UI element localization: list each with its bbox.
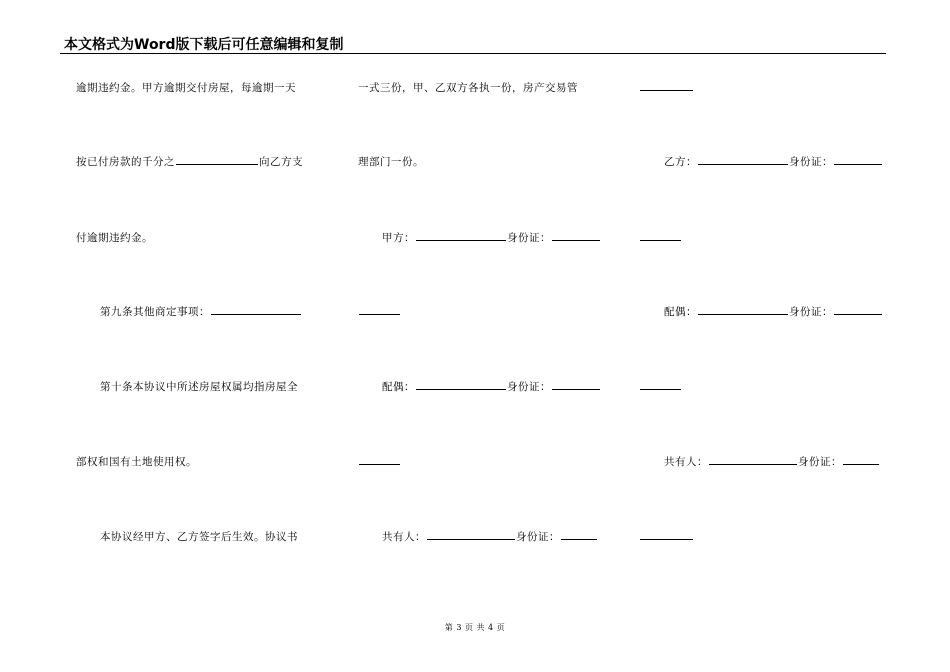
party-a-co-owner-id-label: 身份证： (516, 531, 560, 543)
party-b-spouse-name-blank (698, 304, 788, 315)
right-blank-line-1 (639, 80, 694, 94)
party-b-id-blank (834, 154, 882, 165)
document-header-title: 本文格式为Word版下载后可任意编辑和复制 (64, 37, 344, 53)
party-a-spouse-label: 配偶： (382, 381, 415, 393)
page-footer: 第 3 页 共 4 页 (444, 623, 506, 632)
party-b-spouse-id-label: 身份证： (789, 306, 833, 318)
party-a-signature-line (382, 230, 601, 245)
header-divider (60, 53, 886, 54)
left-line-4 (100, 304, 302, 319)
left-line-2-after: 向乙方支 (259, 156, 303, 168)
party-b-label: 乙方： (664, 156, 697, 168)
left-line-2-before: 按已付房款的千分之 (76, 156, 175, 168)
rate-blank (176, 154, 258, 165)
party-b-co-owner-line (664, 454, 880, 469)
party-b-co-owner-label: 共有人： (664, 456, 708, 468)
party-b-co-owner-id-label: 身份证： (798, 456, 842, 468)
party-a-spouse-id-blank (552, 379, 600, 390)
left-line-7: 本协议经甲方、乙方签字后生效。协议书 (100, 531, 298, 543)
left-line-1: 逾期违约金。甲方逾期交付房屋，每逾期一天 (76, 82, 296, 94)
right-blank-line-2 (639, 230, 682, 244)
right-blank-line-4 (639, 529, 694, 543)
continuation-blank-2 (359, 454, 400, 465)
party-a-spouse-name-blank (416, 379, 506, 390)
left-line-3: 付逾期违约金。 (76, 232, 153, 244)
middle-line-2: 理部门一份。 (358, 156, 424, 168)
party-a-spouse-line (382, 379, 601, 394)
right-continuation-blank-3 (640, 379, 681, 390)
party-b-spouse-id-blank (834, 304, 882, 315)
party-a-name-blank (416, 230, 506, 241)
party-a-co-owner-label: 共有人： (382, 531, 426, 543)
other-matters-blank (211, 304, 301, 315)
right-continuation-blank-1 (640, 80, 693, 91)
party-a-spouse-id-label: 身份证： (507, 381, 551, 393)
left-line-5: 第十条本协议中所述房屋权属均指房屋全 (100, 381, 298, 393)
middle-line-1: 一式三份，甲、乙双方各执一份，房产交易管 (358, 82, 578, 94)
party-b-spouse-line (664, 304, 883, 319)
party-a-id-label: 身份证： (507, 232, 551, 244)
middle-blank-line (358, 304, 401, 318)
party-a-co-owner-id-blank (561, 529, 597, 540)
left-line-2 (76, 154, 303, 169)
right-blank-line-3 (639, 379, 682, 393)
left-line-6: 部权和国有土地使用权。 (76, 456, 197, 468)
article-9-label: 第九条其他商定事项： (100, 306, 210, 318)
party-a-co-owner-name-blank (427, 529, 515, 540)
party-a-label: 甲方： (382, 232, 415, 244)
party-a-id-blank (552, 230, 600, 241)
party-b-name-blank (698, 154, 788, 165)
party-b-id-label: 身份证： (789, 156, 833, 168)
right-continuation-blank-2 (640, 230, 681, 241)
party-b-signature-line (664, 154, 883, 169)
middle-blank-line-2 (358, 454, 401, 468)
party-b-co-owner-name-blank (709, 454, 797, 465)
party-a-co-owner-line (382, 529, 598, 544)
continuation-blank (359, 304, 400, 315)
right-continuation-blank-4 (640, 529, 693, 540)
party-b-co-owner-id-blank (843, 454, 879, 465)
party-b-spouse-label: 配偶： (664, 306, 697, 318)
